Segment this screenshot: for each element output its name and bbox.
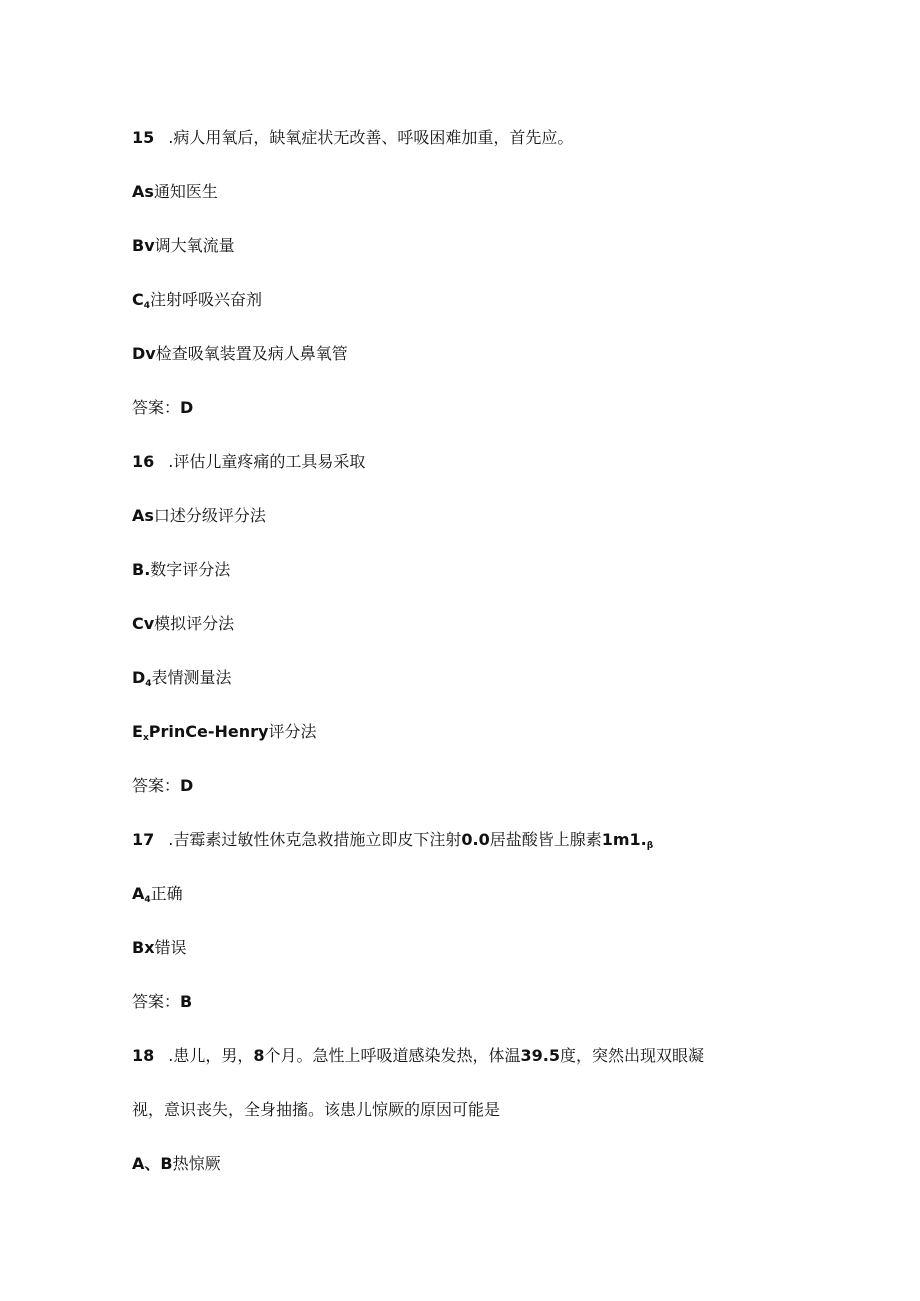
question-18-stem [132,1046,704,1066]
answer-value: B [180,992,193,1011]
option-text: 热惊厥 [172,1154,221,1173]
answer-label: 答案： [132,992,181,1011]
question-16-stem [132,452,365,472]
option-text: 检查吸氧装置及病人鼻氧管 [155,344,348,363]
option-text: 评分法 [268,722,317,741]
option-letter: C [132,290,144,309]
question-18-stem-continued [132,1100,500,1120]
q16-option-c [132,614,234,634]
option-letter: A、B [132,1154,173,1173]
option-text: 错误 [154,938,187,957]
question-text-bold: 1m1. [601,830,647,849]
question-text-subscript: β [646,841,654,851]
option-letter-subscript: 4 [143,301,151,311]
q15-option-c [132,290,262,316]
q16-option-b [132,560,230,580]
question-text-bold: 8 [253,1046,265,1065]
question-text: .评估儿童疼痛的工具易采取 [168,452,366,471]
option-letter-subscript: x [142,733,149,743]
option-letter-subscript: 4 [144,895,151,905]
q16-answer [132,776,193,796]
q15-option-b [132,236,235,256]
answer-label: 答案： [132,776,181,795]
question-17-stem [132,830,653,856]
option-letter: As [132,182,154,201]
question-text: 居盐酸皆上腺素 [489,830,602,849]
q17-option-b [132,938,187,958]
option-letter: Bv [132,236,155,255]
question-text: .病人用氧后，缺氧症状无改善、呼吸困难加重，首先应。 [168,128,574,147]
question-number: 15 [132,128,155,147]
option-letter: Dv [132,344,156,363]
question-number: 17 [132,830,155,849]
q16-option-a [132,506,266,526]
q15-option-a [132,182,218,202]
question-text-bold: 0.0 [461,830,490,849]
question-15-stem [132,128,573,148]
option-letter: E [132,722,143,741]
option-text: 通知医生 [153,182,218,201]
option-text: 口述分级评分法 [153,506,266,525]
question-text: 度，突然出现双眼凝 [560,1046,705,1065]
q18-option-a [132,1154,221,1174]
q15-answer [132,398,193,418]
q15-option-d [132,344,348,364]
q16-option-e [132,722,316,748]
q17-option-a [132,884,183,910]
option-letter: As [132,506,154,525]
question-text: 视，意识丧失，全身抽搐。该患儿惊厥的原因可能是 [132,1100,501,1119]
option-text: 注射呼吸兴奋剂 [150,290,263,309]
question-text: .患儿，男， [168,1046,254,1065]
option-text: 表情测量法 [151,668,232,687]
option-letter: Bx [132,938,155,957]
question-text-bold: 39.5 [520,1046,560,1065]
option-text: 数字评分法 [150,560,231,579]
option-letter-subscript: 4 [145,679,152,689]
q17-answer [132,992,192,1012]
answer-value: D [180,776,194,795]
q16-option-d [132,668,232,694]
option-letter: Cv [132,614,155,633]
answer-value: D [180,398,194,417]
answer-label: 答案： [132,398,181,417]
option-letter: B. [132,560,151,579]
question-number: 18 [132,1046,155,1065]
option-letter: D [132,668,146,687]
option-text: 正确 [150,884,183,903]
question-text: .吉霉素过敏性休克急救措施立即皮下注射 [168,830,462,849]
option-text: 模拟评分法 [154,614,235,633]
option-text-bold: PrinCe-Henry [148,722,269,741]
question-text: 个月。急性上呼吸道感染发热，体温 [264,1046,521,1065]
option-letter: A [132,884,145,903]
option-text: 调大氧流量 [154,236,235,255]
question-number: 16 [132,452,155,471]
